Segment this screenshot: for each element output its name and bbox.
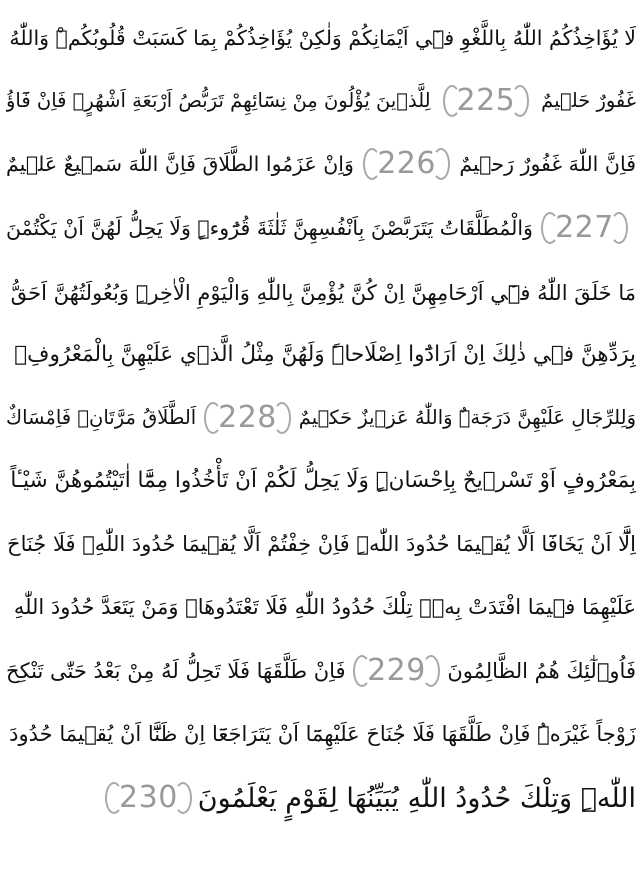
text-line	[6, 450, 636, 512]
verse-number: 225	[456, 83, 516, 118]
verse-number-medallion	[105, 778, 192, 818]
verse-number: 230	[119, 780, 178, 815]
verse-text: لَا يُؤَاخِذُكُمُ اللّٰهُ بِاللَّغْوِ فٖٓي اَيْمَانِكُمْ وَلٰكِنْ يُؤَاخِذُكُمْ بِمَا كَسَبَتْ قُلُوبُكُمْۜ وَاللّٰهُ	[9, 25, 636, 50]
text-line	[6, 7, 636, 69]
text-line	[6, 324, 636, 386]
verse-text: زَوْجاً غَيْرَهُۜ فَاِنْ طَلَّقَهَا فَلَا جُنَاحَ عَلَيْهِمَٓا اَنْ يَتَرَاجَعَٓا اِنْ ظَنَّٓا اَنْ يُقٖيمَا حُدُودَ	[9, 721, 636, 746]
verse-text: وَاِنْ عَزَمُوا الطَّلَاقَ فَاِنَّ اللّٰهَ سَمٖيعٌ عَلٖيمٌ	[6, 151, 354, 176]
verse-text: اَلطَّلَاقُ مَرَّتَانِۖ فَاِمْسَاكٌ	[6, 406, 197, 430]
verse-text: لِلَّذٖينَ يُؤْلُونَ مِنْ نِسَٓائِهِمْ تَرَبُّصُ اَرْبَعَةِ اَشْهُرٍۚ فَاِنْ فَٓاؤُ	[6, 89, 431, 113]
verse-text: بِرَدِّهِنَّ فٖي ذٰلِكَ اِنْ اَرَادُٓوا اِصْلَاحاًۜ وَلَهُنَّ مِثْلُ الَّذٖي عَلَيْهِنَّ بِالْمَعْرُوفِۖ	[14, 342, 636, 368]
text-line	[6, 640, 636, 702]
text-line	[6, 197, 636, 259]
verse-text: غَفُورٌ حَلٖيمٌ	[541, 89, 636, 113]
verse-number-medallion	[541, 208, 628, 248]
verse-text: فَاِنَّ اللّٰهَ غَفُورٌ رَحٖيمٌ	[459, 151, 636, 176]
verse-number: 228	[218, 400, 277, 435]
verse-text: فَاُو۬لٰٓئِكَ هُمُ الظَّالِمُونَ	[447, 658, 636, 683]
verse-lines	[6, 0, 636, 894]
verse-number: 229	[367, 653, 426, 688]
text-line	[6, 703, 636, 765]
text-line	[6, 513, 636, 575]
verse-text: اللّٰهِۜ وَتِلْكَ حُدُودُ اللّٰهِ يُبَيِّنُهَا لِقَوْمٍ يَعْلَمُونَ	[197, 782, 636, 814]
verse-text: اِلَّٓا اَنْ يَخَافَٓا اَلَّا يُقٖيمَا حُدُودَ اللّٰهِۜ فَاِنْ خِفْتُمْ اَلَّا يُقٖيمَا حُدُودَ اللّٰهِۙ فَلَا جُنَاحَ	[7, 531, 636, 556]
text-line	[6, 70, 636, 132]
text-line	[6, 767, 636, 829]
verse-text: فَاِنْ طَلَّقَهَا فَلَا تَحِلُّ لَهُ مِنْ بَعْدُ حَتّٰى تَنْكِحَ	[6, 658, 346, 683]
verse-number: 227	[555, 210, 614, 245]
verse-number-medallion	[363, 144, 450, 184]
verse-text: وَلِلرِّجَالِ عَلَيْهِنَّ دَرَجَةٌۜ وَاللّٰهُ عَزٖيزٌ حَكٖيمٌ	[298, 406, 636, 430]
verse-text: وَالْمُطَلَّقَاتُ يَتَرَبَّصْنَ بِاَنْفُسِهِنَّ ثَلٰثَةَ قُرُٓوءٍۜ وَلَا يَحِلُّ لَهُنَّ اَنْ يَكْتُمْنَ	[6, 215, 533, 240]
text-line	[6, 387, 636, 449]
verse-text: عَلَيْهِمَا فٖيمَا افْتَدَتْ بِهٖۜ تِلْكَ حُدُودُ اللّٰهِ فَلَا تَعْتَدُوهَاۚ وَمَنْ يَتَعَدَّ حُدُودَ اللّٰهِ	[13, 594, 636, 619]
verse-text: مَا خَلَقَ اللّٰهُ فٖٓي اَرْحَامِهِنَّ اِنْ كُنَّ يُؤْمِنَّ بِاللّٰهِ وَالْيَوْمِ الْاٰخِرِۜ وَبُعُولَتُهُنَّ اَحَقُّ	[10, 280, 636, 305]
verse-number-medallion	[443, 81, 530, 121]
verse-number-medallion	[204, 398, 291, 438]
text-line	[6, 262, 636, 324]
text-line	[6, 133, 636, 195]
verse-number: 226	[377, 146, 436, 181]
text-line	[6, 576, 636, 638]
verse-text: بِمَعْرُوفٍ اَوْ تَسْرٖيحٌ بِاِحْسَانٍۜ وَلَا يَحِلُّ لَكُمْ اَنْ تَأْخُذُوا مِمَّٓا اٰتَيْتُمُوهُنَّ شَيْـٔاً	[10, 468, 636, 494]
verse-number-medallion	[353, 651, 440, 691]
